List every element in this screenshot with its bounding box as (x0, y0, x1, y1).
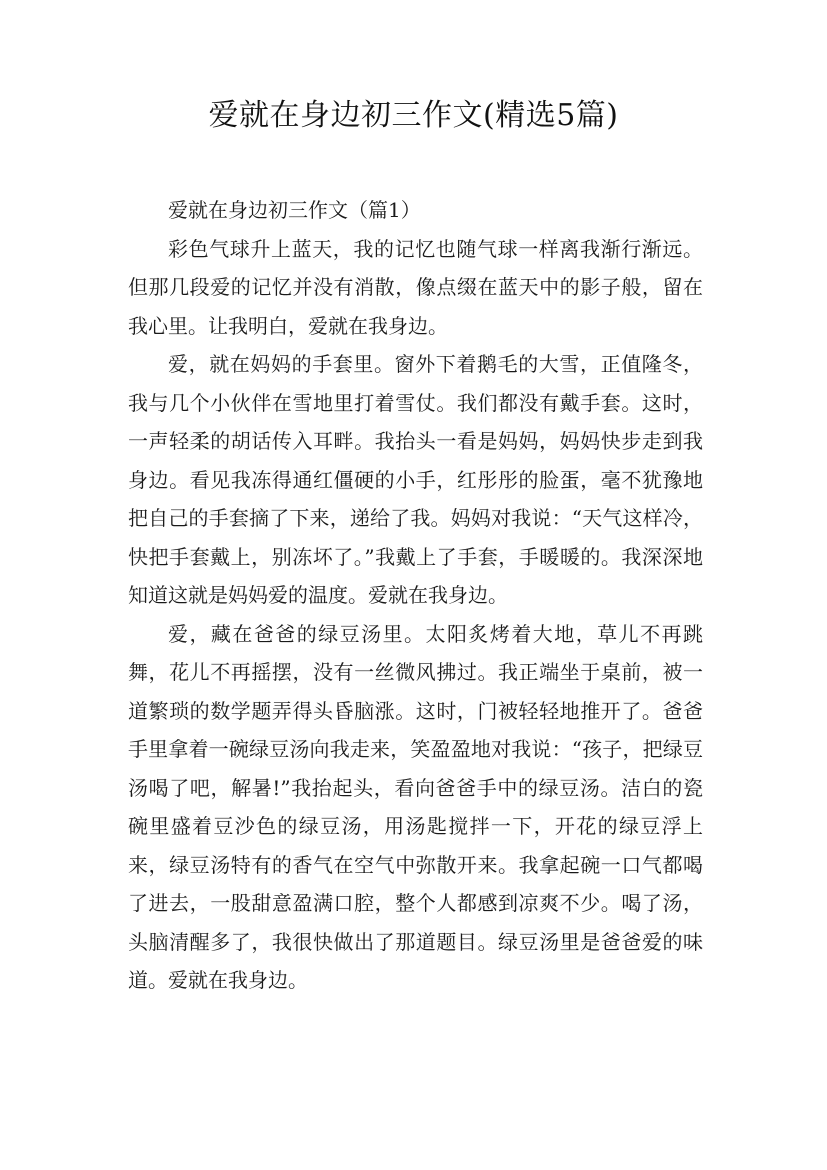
section-heading: 爱就在身边初三作文（篇1） (168, 198, 421, 222)
document-title: 爱就在身边初三作文(精选5篇) (208, 98, 619, 133)
paragraph-intro: 彩色气球升上蓝天，我的记忆也随气球一样离我渐行渐远。但那几段爱的记忆并没有消散，像点缀在蓝天中的影子般，留在我心里。让我明白，爱就在我身边。 (128, 236, 703, 338)
paragraph-mother-gloves: 爱，就在妈妈的手套里。窗外下着鹅毛的大雪，正值隆冬，我与几个小伙伴在雪地里打着雪仗。我们都没有戴手套。这时，一声轻柔的胡话传入耳畔。我抬头一看是妈妈，妈妈快步走到我身边。看见我冻得通红僵硬的小手，红彤彤的脸蛋，毫不犹豫地把自己的手套摘了下来，递给了我。妈妈对我说：“天气这样冷，快把手套戴上，别冻坏了。”我戴上了手套，手暖暖的。我深深地知道这就是妈妈爱的温度。爱就在我身边。 (128, 352, 703, 607)
paragraph-father-soup: 爱，藏在爸爸的绿豆汤里。太阳炙烤着大地，草儿不再跳舞，花儿不再摇摆，没有一丝微风拂过。我正端坐于桌前，被一道繁琐的数学题弄得头昏脑涨。这时，门被轻轻地推开了。爸爸手里拿着一碗绿豆汤向我走来，笑盈盈地对我说：“孩子，把绿豆汤喝了吧，解暑!”我抬起头，看向爸爸手中的绿豆汤。洁白的瓷碗里盛着豆沙色的绿豆汤，用汤匙搅拌一下，开花的绿豆浮上来，绿豆汤特有的香气在空气中弥散开来。我拿起碗一口气都喝了进去，一股甜意盈满口腔，整个人都感到凉爽不少。喝了汤，头脑清醒多了，我很快做出了那道题目。绿豆汤里是爸爸爱的味道。爱就在我身边。 (128, 621, 703, 992)
document-body (128, 191, 703, 1000)
